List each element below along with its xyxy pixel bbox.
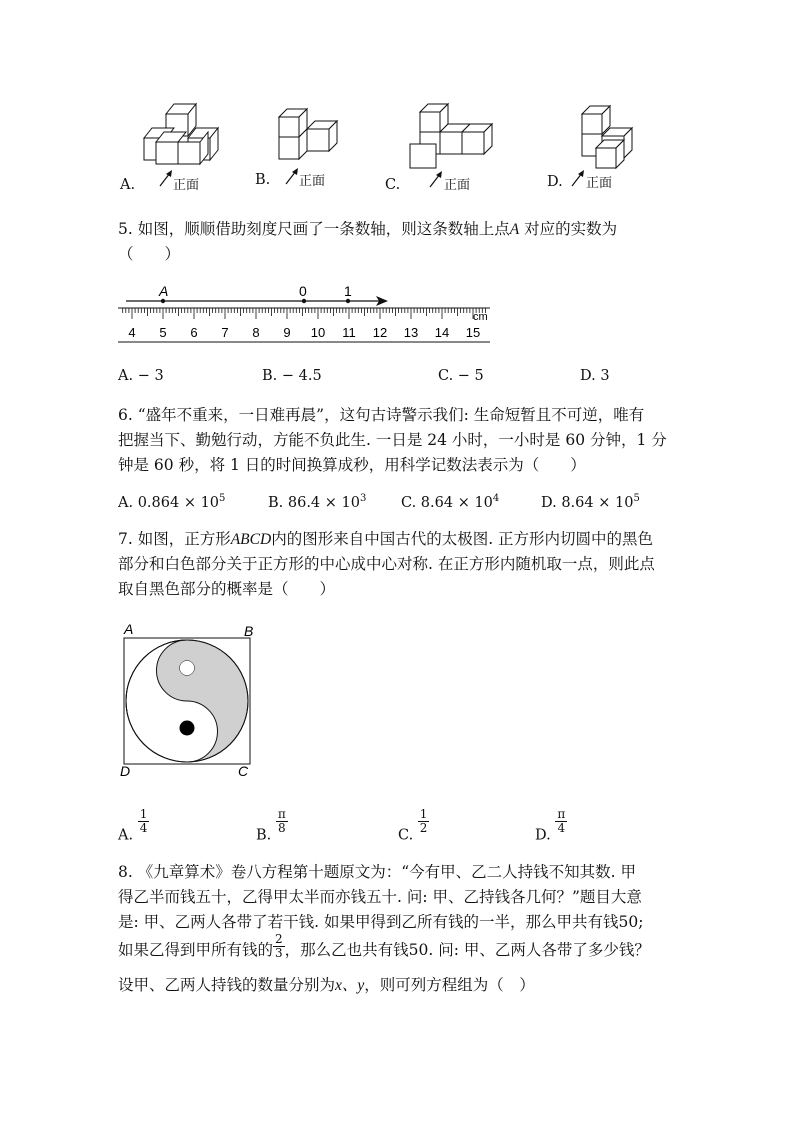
ruler-number: 10 <box>310 325 326 340</box>
axis-one: 1 <box>344 283 352 299</box>
front-label-c: 正面 <box>444 178 471 193</box>
vertex-a: A <box>124 621 134 637</box>
ruler-number: 4 <box>128 325 136 340</box>
q7-option-b: B. $\frac{\pi}{8}$ <box>256 807 286 844</box>
taiji-square-figure <box>116 620 266 780</box>
q6-option-d: D. $8.64 \times 10^5$ <box>541 493 640 511</box>
q6-option-c: C. $8.64 \times 10^4$ <box>401 493 500 511</box>
q5-option-b: B. − 4.5 <box>262 368 322 384</box>
q7-stem-line1: 7. 如图，正方形ABCD内的图形来自中国古代的太极图. 正方形内切圆中的黑色 <box>118 530 654 548</box>
option-c-letter: C. <box>385 177 401 193</box>
ruler-number: 7 <box>221 325 229 340</box>
q8-stem-line4: 如果乙得到甲所有钱的 $\frac{2}{3}$ ，那么乙也共有钱50. 问: 甲、乙两人各带了多少钱？ <box>118 931 650 960</box>
q5-option-a: A. − 3 <box>118 368 164 384</box>
ruler-unit: cm <box>473 311 488 323</box>
cube-figure-a <box>140 100 220 170</box>
arrow-icon <box>428 169 444 189</box>
q7-option-d: D. $\frac{\pi}{4}$ <box>535 807 566 844</box>
option-b-letter: B. <box>255 172 271 188</box>
ruler-number: 5 <box>159 325 167 340</box>
q6-stem-line2: 把握当下、勤勉行动，方能不负此生. 一日是 24 小时，一小时是 60 分钟，1 分 <box>118 431 667 449</box>
option-d-letter: D. <box>547 174 563 190</box>
q6-stem-line3: 钟是 60 秒，将 1 日的时间换算成秒，用科学记数法表示为（ ） <box>118 456 586 474</box>
option-a-letter: A. <box>120 177 136 193</box>
ruler-number: 9 <box>283 325 291 340</box>
axis-zero: 0 <box>299 283 307 299</box>
square-name: ABCD <box>230 531 272 548</box>
q8-stem-line1: 8. 《九章算术》卷八方程第十题原文为：“今有甲、乙二人持钱不知其数. 甲 <box>118 863 636 881</box>
ruler-number-line-figure <box>118 282 498 348</box>
ruler-number: 11 <box>342 325 356 340</box>
ruler-number: 12 <box>372 325 388 340</box>
arrow-icon <box>570 168 586 188</box>
q8-stem-line2: 得乙半而钱五十，乙得甲太半而亦钱五十. 问: 甲、乙持钱各几何？”题目大意 <box>118 888 642 906</box>
arrow-icon <box>158 168 174 188</box>
q7-stem-line2: 部分和白色部分关于正方形的中心成中心对称. 在正方形内随机取一点，则此点 <box>118 555 655 573</box>
q6-option-a: A. $0.864 \times 10^5$ <box>118 493 226 511</box>
variables: x、y <box>335 977 365 994</box>
q7-option-a: A. $\frac{1}{4}$ <box>118 807 148 844</box>
q8-stem-line3: 是: 甲、乙两人各带了若干钱. 如果甲得到乙所有钱的一半，那么甲共有钱50; <box>118 913 644 931</box>
axis-point-a: A <box>159 283 169 299</box>
point-a-label: A <box>509 221 520 238</box>
ruler-number: 6 <box>190 325 198 340</box>
q7-stem-line3: 取自黑色部分的概率是（ ） <box>118 580 336 598</box>
q6-stem-line1: 6. “盛年不重来，一日难再晨”，这句古诗警示我们: 生命短暂且不可逆，唯有 <box>118 406 645 424</box>
ruler-number: 13 <box>403 325 419 340</box>
front-label-b: 正面 <box>299 174 326 189</box>
ruler-number: 15 <box>465 325 481 340</box>
q6-option-b: B. $86.4 \times 10^3$ <box>268 493 367 511</box>
vertex-b: B <box>244 623 254 639</box>
q5-option-c: C. − 5 <box>438 368 484 384</box>
front-label-d: 正面 <box>586 176 613 191</box>
q5-stem-line1: 5. 如图，顺顺借助刻度尺画了一条数轴，则这条数轴上点A 对应的实数为 <box>118 220 618 238</box>
arrow-icon <box>284 166 300 186</box>
q7-option-c: C. $\frac{1}{2}$ <box>398 807 428 844</box>
cube-figure-b <box>275 105 345 167</box>
ruler-number: 8 <box>252 325 260 340</box>
vertex-c: C <box>238 763 249 779</box>
q5-option-d: D. 3 <box>580 368 610 384</box>
vertex-d: D <box>120 763 131 779</box>
ruler-number: 14 <box>434 325 450 340</box>
q5-stem-line2: （ ） <box>118 245 181 263</box>
cube-figure-c <box>406 100 504 172</box>
front-label-a: 正面 <box>173 178 200 193</box>
q8-stem-line5: 设甲、乙两人持钱的数量分别为x、y，则可列方程组为（ ） <box>118 976 535 994</box>
cube-figure-d <box>578 102 644 172</box>
